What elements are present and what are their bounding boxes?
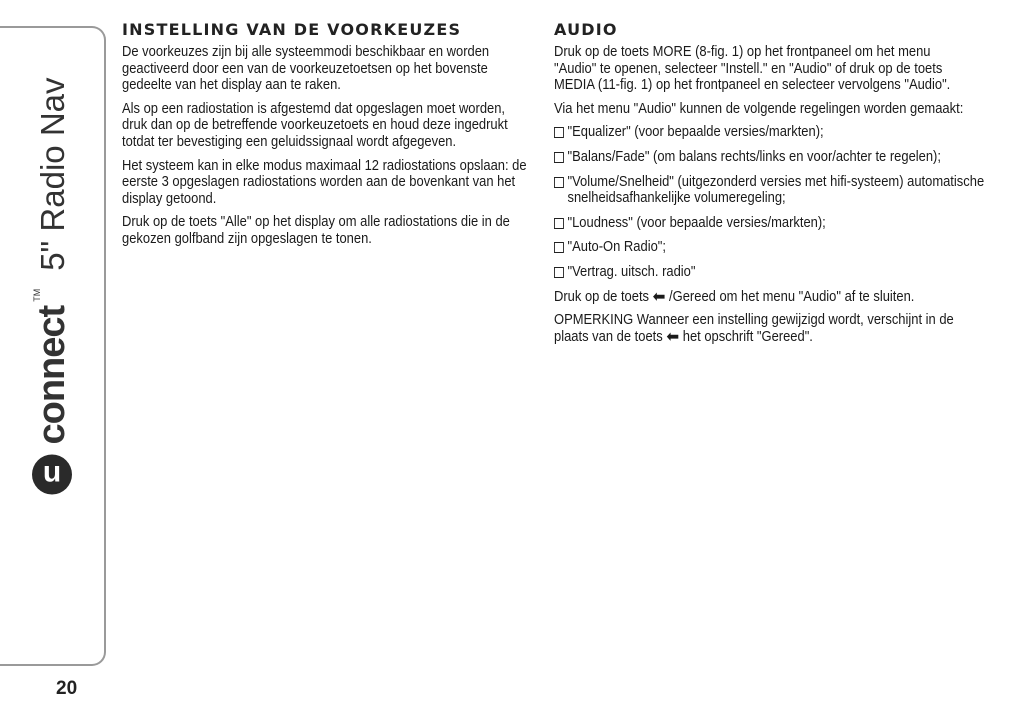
checkbox-bullet-icon <box>554 218 564 229</box>
paragraph: Het systeem kan in elke modus maximaal 12 radiostations opslaan: de eerste 3 opgeslagen radiostations worden aan de bovenkant van het display getoond. <box>122 157 527 207</box>
checkbox-bullet-icon <box>554 267 564 278</box>
closing-paragraph: Druk op de toets ⬅ /Gereed om het menu "Audio" af te sluiten. <box>554 286 915 306</box>
paragraph: Via het menu "Audio" kunnen de volgende regelingen worden gemaakt: <box>554 100 964 117</box>
list-item: "Equalizer" (voor bepaalde versies/markten); <box>554 124 987 141</box>
note-paragraph: OPMERKING Wanneer een instelling gewijzigd wordt, verschijnt in de plaats van de toets ⬅ het opschrift "Gereed". <box>554 312 954 346</box>
list-item: "Vertrag. uitsch. radio" <box>554 264 987 281</box>
page-number: 20 <box>56 678 78 699</box>
settings-list <box>554 124 985 280</box>
section-heading-audio: AUDIO <box>554 20 618 39</box>
checkbox-bullet-icon <box>554 242 564 253</box>
list-item: "Volume/Snelheid" (uitgezonderd versies met hifi-systeem) automatische snelheidsafhankelijke volumeregeling; <box>554 174 987 207</box>
model-name: 5" Radio Nav <box>33 77 71 271</box>
back-arrow-icon: ⬅ <box>652 286 666 306</box>
checkbox-bullet-icon <box>554 127 564 138</box>
checkbox-bullet-icon <box>554 177 564 188</box>
list-item: "Loudness" (voor bepaalde versies/markten); <box>554 215 987 232</box>
list-item: "Balans/Fade" (om balans rechts/links en voor/achter te regelen); <box>554 149 987 166</box>
right-column <box>554 20 985 352</box>
back-arrow-icon: ⬅ <box>666 326 680 346</box>
paragraph: Druk op de toets "Alle" op het display om alle radiostations die in de gekozen golfband zijn opgeslagen te tonen. <box>122 214 510 247</box>
checkbox-bullet-icon <box>554 152 564 163</box>
side-title <box>32 77 72 494</box>
logo-word: connect <box>31 305 73 445</box>
uconnect-logo-icon: u <box>32 455 72 495</box>
section-heading-presets: INSTELLING VAN DE VOORKEUZES <box>122 20 462 39</box>
paragraph: De voorkeuzes zijn bij alle systeemmodi beschikbaar en worden geactiveerd door een van de voorkeuzetoetsen op het bovenste gedeelte van het display aan te raken. <box>122 44 490 94</box>
logo-trademark: TM <box>32 288 42 302</box>
paragraph: Als op een radiostation is afgestemd dat opgeslagen moet worden, druk dan op de betreffende voorkeuzetoets en houd deze ingedrukt totdat ter bevestiging een geluidssignaal wordt afgegeven. <box>122 100 508 150</box>
list-item: "Auto-On Radio"; <box>554 239 987 256</box>
paragraph: Druk op de toets MORE (8-fig. 1) op het frontpaneel om het menu "Audio" te openen, selecteer "Instell." en "Audio" of druk op de toets MEDIA (11-fig. 1) op het frontpaneel en selecteer vervolgens "Audio". <box>554 44 951 94</box>
left-column <box>122 20 534 255</box>
